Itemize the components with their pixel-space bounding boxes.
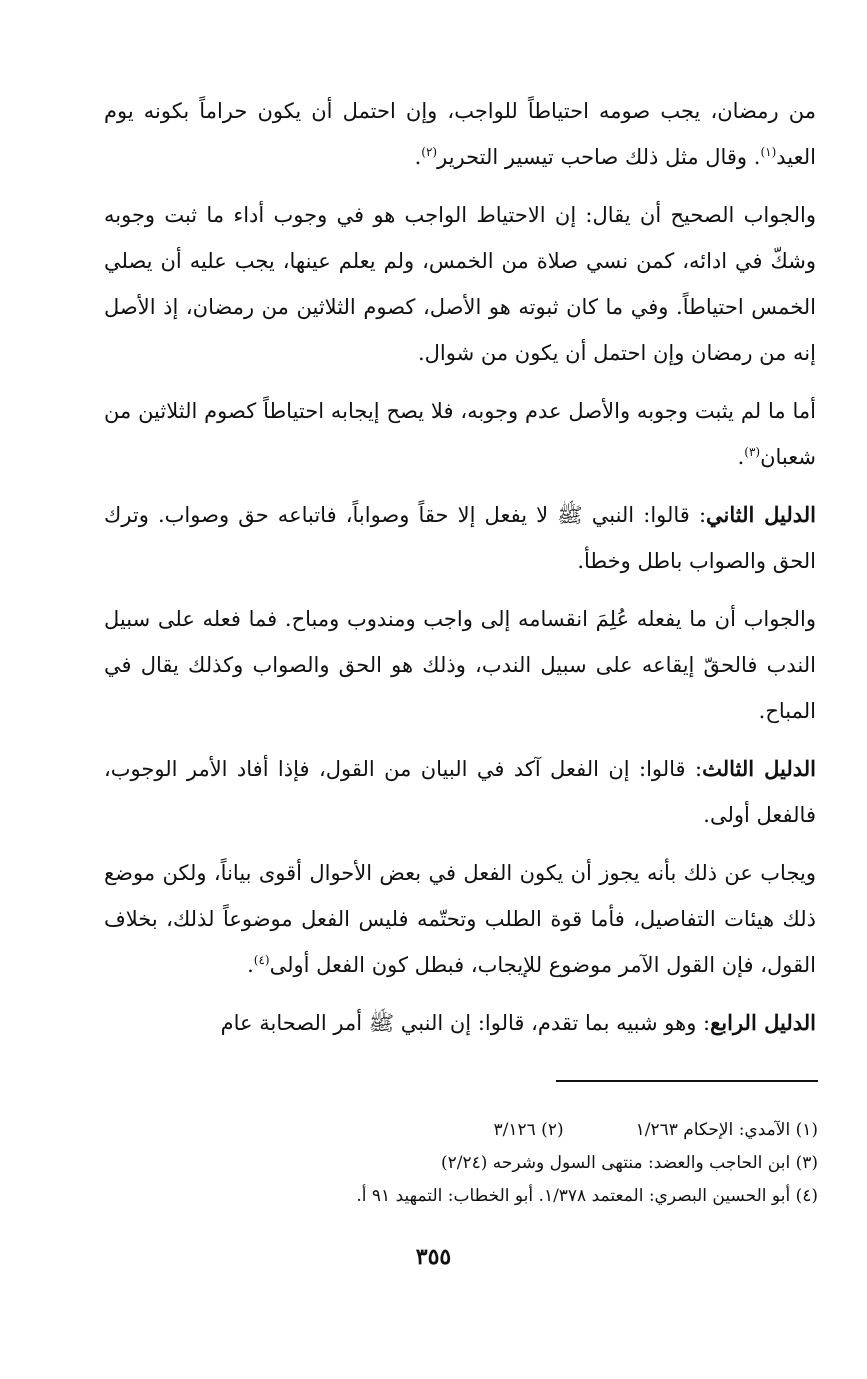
paragraph-3-text: أما ما لم يثبت وجوبه والأصل عدم وجوبه، فلا يصح إيجابه احتياطاً كصوم الثلاثين من شعبان [104,399,816,469]
footnote-ref-3[interactable]: (٣) [744,445,761,459]
paragraph-1-tail: . وقال مثل ذلك صاحب تيسير التحرير [437,145,761,169]
paragraph-1 [104,88,816,180]
evidence-heading-4: الدليل الرابع [710,1010,816,1035]
footnote-line-1 [104,1114,818,1147]
footnote-1: (١) الآمدي: الإحكام ١/٢٦٣ [635,1120,818,1140]
page-body [104,88,816,1058]
evidence-heading-3: الدليل الثالث [702,756,816,781]
paragraph-3-tail: . [737,445,745,469]
evidence-heading-2: الدليل الثاني [706,502,816,527]
footnote-ref-4[interactable]: (٤) [253,953,270,967]
footnote-4: (٤) أبو الحسين البصري: المعتمد ١/٣٧٨. أبو الخطاب: التمهيد ٩١ أ. [356,1186,818,1206]
footnote-ref-1[interactable]: (١) [760,145,777,159]
paragraph-4 [104,492,816,584]
paragraph-8-text: : وهو شبيه بما تقدم، قالوا: إن النبي ﷺ أمر الصحابة عام [220,1011,711,1035]
footnotes [104,1114,818,1213]
paragraph-7 [104,850,816,988]
footnote-3: (٣) ابن الحاجب والعضد: منتهى السول وشرحه (٢/٢٤) [440,1153,818,1173]
paragraph-4-text: : قالوا: النبي ﷺ لا يفعل إلا حقاً وصواباً، فاتباعه حق وصواب. وترك الحق والصواب باطل وخطأ. [104,503,816,573]
footnote-2: (٢) ٣/١٢٦ [493,1120,564,1140]
footnote-separator [556,1080,818,1082]
paragraph-8 [104,1000,816,1046]
paragraph-1-tail2: . [414,145,422,169]
paragraph-6 [104,746,816,838]
paragraph-3 [104,388,816,480]
paragraph-7-tail: . [247,953,254,977]
paragraph-2-text: والجواب الصحيح أن يقال: إن الاحتياط الواجب هو في وجوب أداء ما ثبت وجوبه وشكّ في ادائه، كمن نسي صلاة من الخمس، ولم يعلم عينها، يجب عليه أن يصلي الخمس احتياطاً. وفي ما كان ثبوته هو الأصل، كصوم الثلاثين من رمضان، إذ الأصل إنه من رمضان وإن احتمل أن يكون من شوال. [104,203,816,365]
paragraph-1-text: من رمضان، يجب صومه احتياطاً للواجب، وإن احتمل أن يكون حراماً بكونه يوم العيد [104,99,816,169]
paragraph-2 [104,192,816,376]
footnote-ref-2[interactable]: (٢) [421,145,438,159]
paragraph-7-text: ويجاب عن ذلك بأنه يجوز أن يكون الفعل في بعض الأحوال أقوى بياناً، ولكن موضع ذلك هيئات التفاصيل، فأما قوة الطلب وتحتّمه فليس الفعل موضوعاً لذلك، بخلاف القول، فإن القول الآمر موضوع للإيجاب، فبطل كون الفعل أولى [104,861,816,977]
paragraph-5-text: والجواب أن ما يفعله عُلِمَ انقسامه إلى واجب ومندوب ومباح. فما فعله على سبيل الندب فالحقّ إيقاعه على سبيل الندب، وذلك هو الحق والصواب وكذلك يقال في المباح. [104,607,816,723]
page-number: ٣٥٥ [415,1244,452,1270]
paragraph-5 [104,596,816,734]
paragraph-6-text: : قالوا: إن الفعل آكد في البيان من القول، فإذا أفاد الأمر الوجوب، فالفعل أولى. [104,757,816,827]
